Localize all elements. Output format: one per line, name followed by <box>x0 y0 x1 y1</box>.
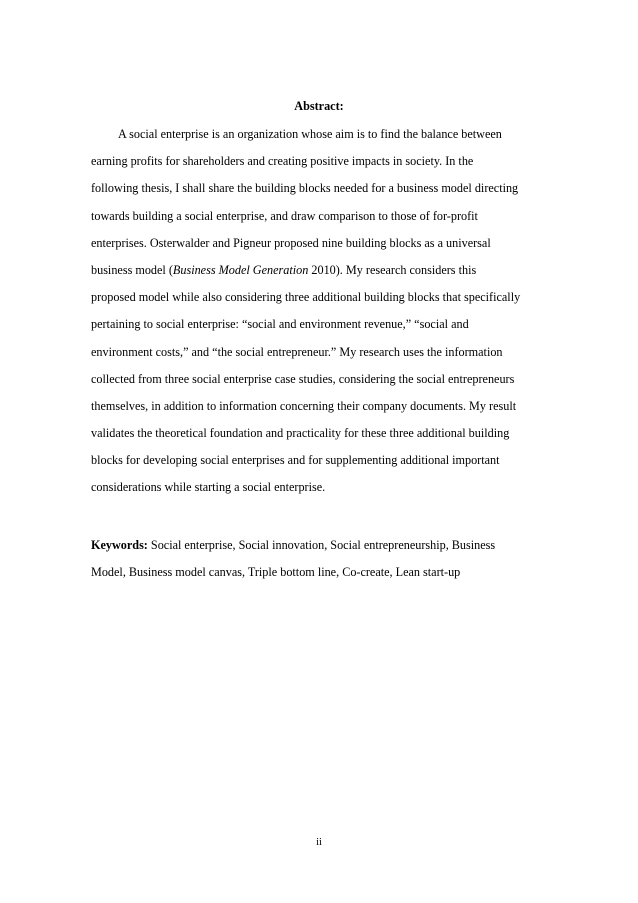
keywords-text: Social enterprise, Social innovation, Social entrepreneurship, Business <box>147 538 496 552</box>
page-number: ii <box>316 837 322 848</box>
abstract-text: proposed model while also considering three additional building blocks that specifically <box>91 290 521 305</box>
abstract-paragraph <box>91 125 557 506</box>
abstract-text: earning profits for shareholders and creating positive impacts in society. In the <box>91 154 474 169</box>
keywords-label: Keywords: <box>91 538 148 552</box>
abstract-text: following thesis, I shall share the building blocks needed for a business model directing <box>91 181 519 196</box>
abstract-line <box>91 370 557 397</box>
abstract-line <box>91 234 557 261</box>
abstract-line <box>91 451 557 478</box>
abstract-text: considerations while starting a social enterprise. <box>91 480 326 495</box>
abstract-text: environment costs,” and “the social entrepreneur.” My research uses the information <box>91 344 503 359</box>
keywords-paragraph <box>91 536 557 590</box>
abstract-text: enterprises. Osterwalder and Pigneur proposed nine building blocks as a universal <box>91 235 491 250</box>
abstract-text: validates the theoretical foundation and practicality for these three additional building <box>91 426 510 441</box>
abstract-line <box>91 152 557 179</box>
abstract-line <box>91 343 557 370</box>
abstract-heading: Abstract: <box>294 99 344 113</box>
abstract-line <box>91 125 557 152</box>
abstract-line <box>91 315 557 342</box>
abstract-line <box>91 478 557 505</box>
keywords-line: Model, Business model canvas, Triple bottom line, Co-create, Lean start-up <box>91 565 461 580</box>
keywords-line <box>91 536 557 563</box>
abstract-line <box>91 288 557 315</box>
abstract-line <box>91 261 557 288</box>
abstract-text: towards building a social enterprise, and draw comparison to those of for-profit <box>91 208 478 223</box>
abstract-text: blocks for developing social enterprises and for supplementing additional important <box>91 453 500 468</box>
abstract-italic-text: Business Model Generation <box>172 262 309 277</box>
abstract-line <box>91 207 557 234</box>
abstract-line <box>91 397 557 424</box>
abstract-text: A social enterprise is an organization whose aim is to find the balance between <box>118 127 502 141</box>
abstract-line <box>91 179 557 206</box>
abstract-line <box>91 424 557 451</box>
abstract-text: pertaining to social enterprise: “social and environment revenue,” “social and <box>91 317 469 332</box>
abstract-text: collected from three social enterprise case studies, considering the social entrepreneurs <box>91 371 515 386</box>
abstract-text: business model ( <box>91 262 173 277</box>
abstract-text: themselves, in addition to information concerning their company documents. My result <box>91 398 517 413</box>
abstract-text: 2010). My research considers this <box>308 262 477 277</box>
